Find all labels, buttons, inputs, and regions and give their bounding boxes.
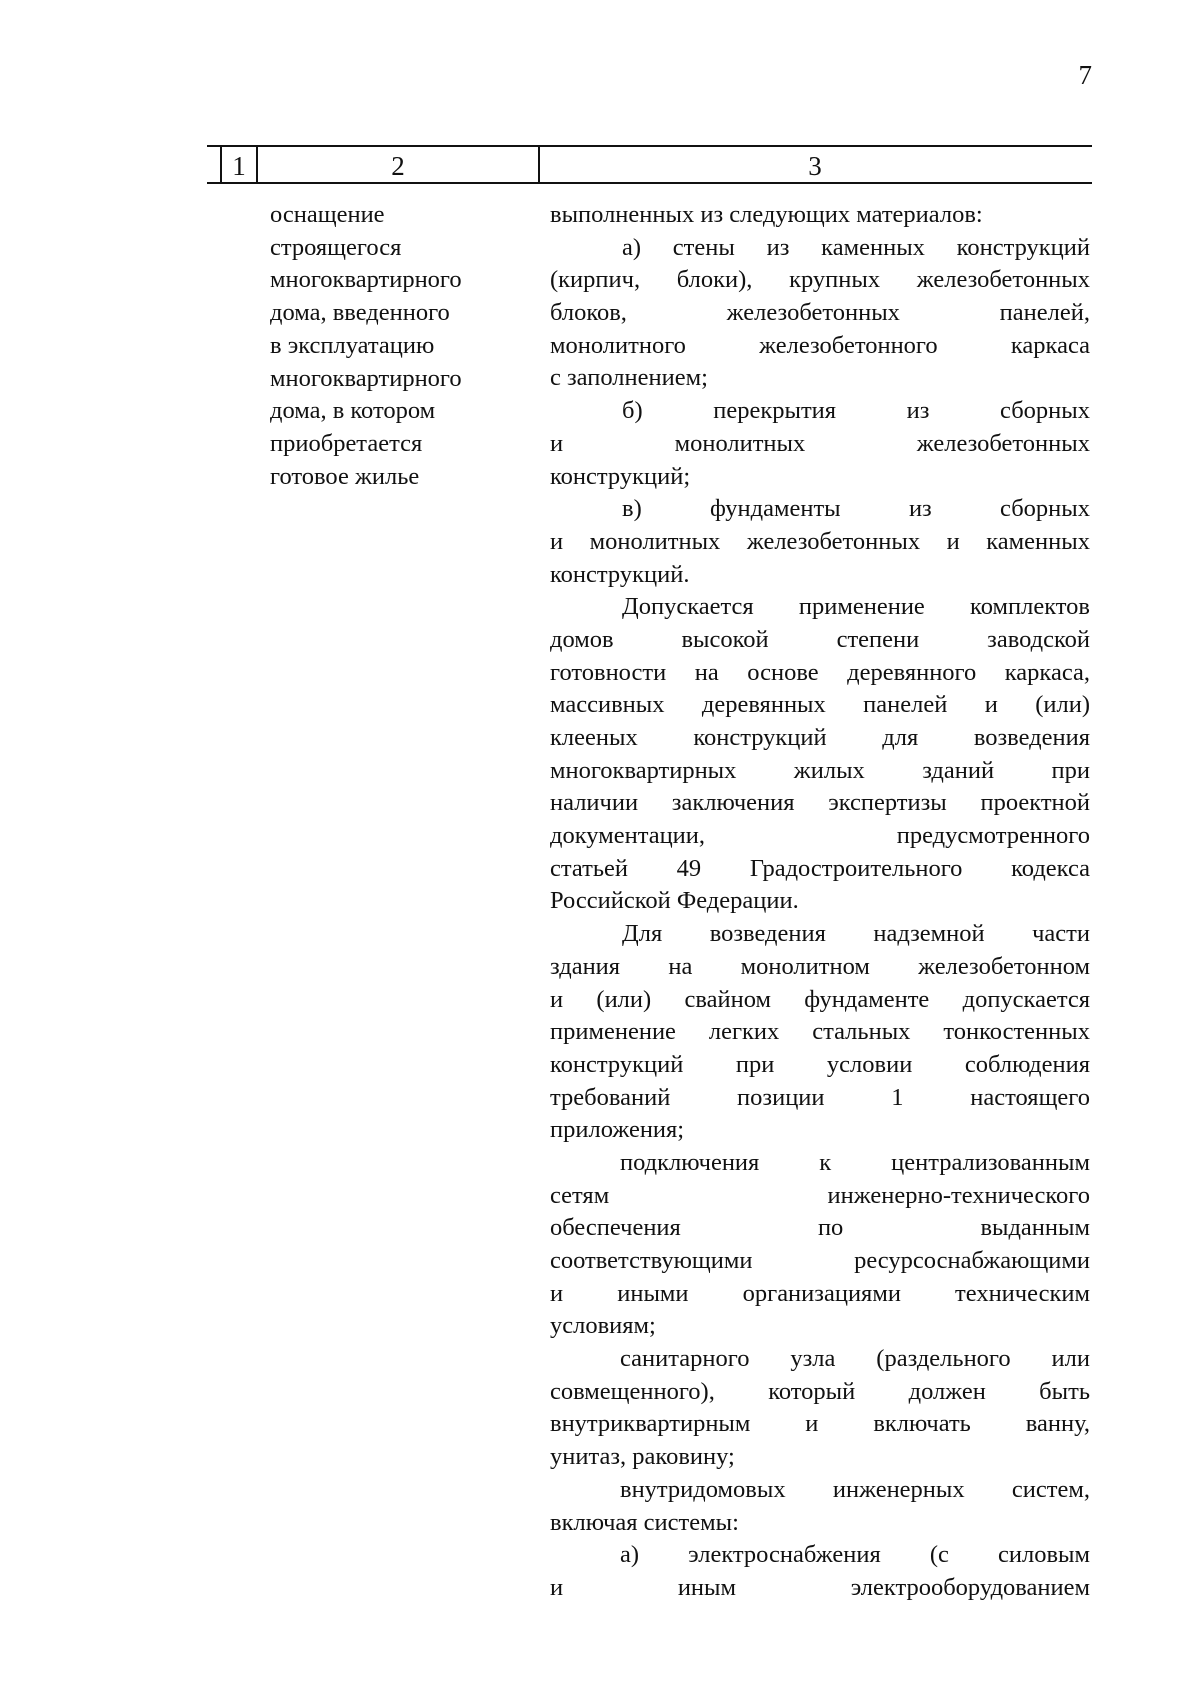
column3-line: выполненных из следующих материалов: xyxy=(550,201,983,228)
column3-line: многоквартирных жилых зданий при xyxy=(550,756,1090,784)
column3-line: клееных конструкций для возведения xyxy=(550,724,1090,751)
table-header-col3: 3 xyxy=(808,151,822,181)
column3-line: условиям; xyxy=(550,1312,656,1340)
column3-line: соответствующими ресурсоснабжающими xyxy=(550,1247,1090,1274)
column3-line: унитаз, раковину; xyxy=(550,1443,735,1471)
column3-line: подключения к централизованным xyxy=(620,1148,1090,1176)
table-header-col2: 2 xyxy=(391,151,405,181)
column3-line: а) стены из каменных конструкций xyxy=(622,233,1090,261)
column3-line: включая системы: xyxy=(550,1508,739,1536)
column3-line: и иными организациями техническим xyxy=(550,1279,1090,1307)
page-number: 7 xyxy=(1078,60,1092,90)
column3-line: Для возведения надземной части xyxy=(622,920,1090,948)
column3-line: с заполнением; xyxy=(550,364,708,392)
column2-line: дома, введенного xyxy=(270,299,450,327)
column3-line: совмещенного), который должен быть xyxy=(550,1377,1090,1405)
column3-line: и (или) свайном фундаменте допускается xyxy=(550,985,1090,1013)
column3-line: и монолитных железобетонных xyxy=(550,429,1090,457)
column3-line: применение легких стальных тонкостенных xyxy=(550,1018,1090,1046)
column3-line: монолитного железобетонного каркаса xyxy=(550,331,1090,359)
column2-line: приобретается xyxy=(270,429,423,457)
column3-line: санитарного узла (раздельного или xyxy=(620,1345,1090,1373)
table-header-top-rule xyxy=(207,145,1092,147)
column2-line: готовое жилье xyxy=(270,462,420,490)
column3-line: конструкций. xyxy=(550,560,690,588)
column3-line: конструкций; xyxy=(550,462,691,490)
column3-line: и монолитных железобетонных и каменных xyxy=(550,527,1090,555)
column3-line: внутридомовых инженерных систем, xyxy=(620,1475,1090,1503)
column3-line: блоков, железобетонных панелей, xyxy=(550,299,1090,327)
column3-text xyxy=(550,199,1090,1605)
column2-line: строящегося xyxy=(270,233,402,261)
column3-line: Российской Федерации. xyxy=(550,887,799,915)
column3-line: и иным электрооборудованием xyxy=(550,1573,1090,1601)
column3-line: а) электроснабжения (с силовым xyxy=(620,1541,1090,1569)
column3-line: обеспечения по выданным xyxy=(550,1214,1090,1242)
column3-line: Допускается применение комплектов xyxy=(622,593,1090,621)
column3-line: документации, предусмотренного xyxy=(550,822,1090,850)
column3-line: массивных деревянных панелей и (или) xyxy=(550,691,1090,719)
column3-line: наличии заключения экспертизы проектной xyxy=(550,789,1090,817)
column3-line: (кирпич, блоки), крупных железобетонных xyxy=(550,266,1090,294)
column3-line: б) перекрытия из сборных xyxy=(622,397,1090,425)
column3-line: готовности на основе деревянного каркаса, xyxy=(550,658,1090,686)
column3-line: приложения; xyxy=(550,1116,685,1144)
column3-line: домов высокой степени заводской xyxy=(550,625,1090,653)
column2-text xyxy=(270,199,510,493)
column2-line: в эксплуатацию xyxy=(270,331,435,359)
column2-line: многоквартирного xyxy=(270,364,462,392)
column2-line: дома, в котором xyxy=(270,397,436,425)
column2-line: оснащение xyxy=(270,201,385,228)
column3-line: статьей 49 Градостроительного кодекса xyxy=(550,854,1090,882)
table-header-bottom-rule xyxy=(207,182,1092,184)
column3-line: в) фундаменты из сборных xyxy=(622,495,1090,523)
column2-line: многоквартирного xyxy=(270,266,462,294)
column3-line: конструкций при условии соблюдения xyxy=(550,1050,1090,1078)
column3-line: сетям инженерно-технического xyxy=(550,1181,1090,1209)
table-header-col1: 1 xyxy=(232,151,246,181)
column3-line: требований позиции 1 настоящего xyxy=(550,1083,1090,1111)
column3-line: внутриквартирным и включать ванну, xyxy=(550,1410,1090,1438)
column3-line: здания на монолитном железобетонном xyxy=(550,952,1090,980)
